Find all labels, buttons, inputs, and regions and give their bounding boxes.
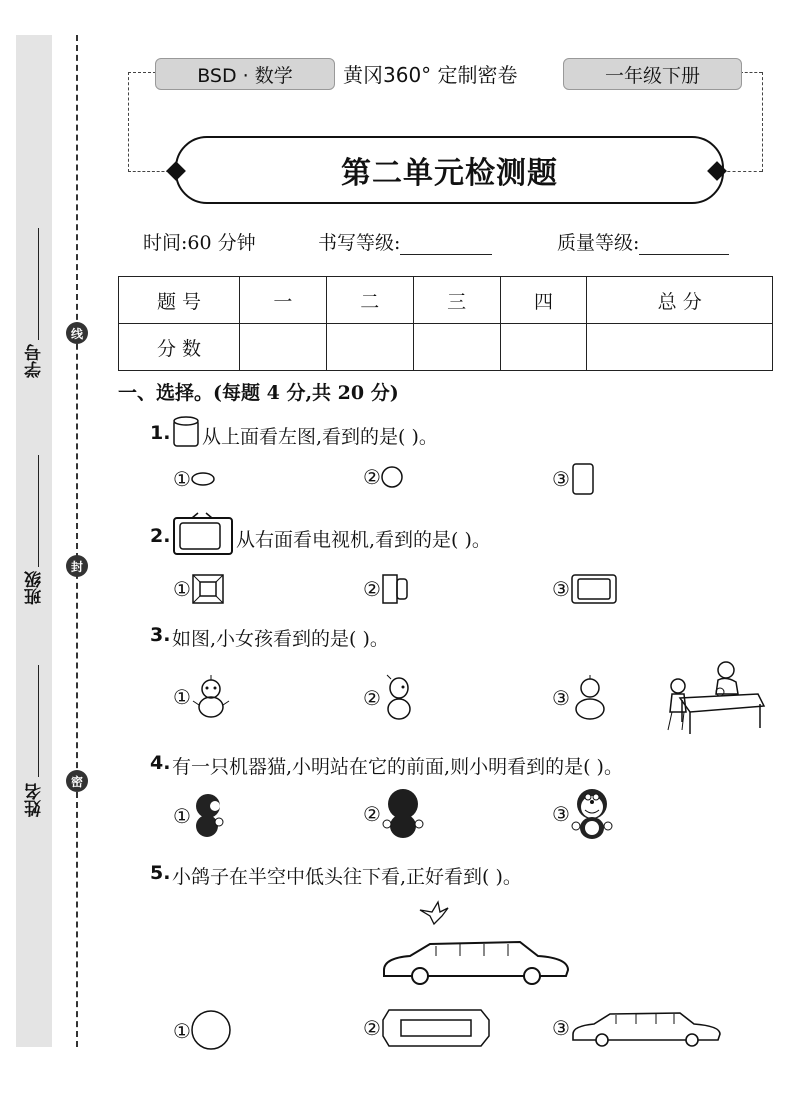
toy-back-shape [570,675,610,721]
question-4-text: 有一只机器猫,小明站在它的前面,则小明看到的是( )。 [172,756,623,778]
score-cell[interactable] [587,324,773,371]
score-table [118,276,773,371]
rect-shape [570,462,596,496]
option-marker: ① [173,467,191,491]
q5-option-3[interactable] [552,1008,722,1048]
name-field[interactable] [14,665,54,817]
exam-time: 时间:60 分钟 [143,232,256,254]
option-marker: ③ [552,577,570,601]
pigeon-figure [418,900,450,926]
q4-option-3[interactable] [552,788,614,840]
tv-side-shape [381,573,411,605]
q2-option-1[interactable] [173,573,225,605]
brand-text: 黄冈360° 定制密卷 [343,63,518,87]
score-header-cell: 四 [500,277,587,324]
page-title: 第二单元检测题 [341,156,558,191]
quality-grade [557,228,729,255]
option-marker: ① [173,804,191,828]
question-number: 4. [150,752,171,774]
toy-side-shape [381,675,417,721]
car-top-shape [381,1008,491,1048]
tv-back-shape [191,573,225,605]
score-header-cell: 三 [413,277,500,324]
option-marker: ③ [552,802,570,826]
score-cell[interactable] [326,324,413,371]
question-3-text: 如图,小女孩看到的是( )。 [172,628,389,650]
score-cell[interactable] [500,324,587,371]
car-side-shape [570,1008,722,1048]
class-field[interactable] [14,455,54,605]
question-2-text: 从右面看电视机,看到的是( )。 [236,529,491,551]
seal-feng: 封 [66,555,88,577]
cylinder-figure [173,415,199,447]
option-marker: ② [363,577,381,601]
seal-mi: 密 [66,770,88,792]
q1-option-2[interactable] [363,465,405,489]
question-number: 1. [150,422,171,444]
q1-option-3[interactable] [552,462,596,496]
score-cell[interactable] [240,324,327,371]
tv-front-shape [570,573,618,605]
writing-grade-blank[interactable] [400,232,492,255]
option-marker: ② [363,1016,381,1040]
tv-figure [172,512,234,556]
writing-grade-label: 书写等级: [318,232,401,254]
option-marker: ② [363,465,381,489]
q1-option-1[interactable] [173,467,215,491]
score-header-cell: 总 分 [587,277,773,324]
question-number: 5. [150,862,171,884]
cut-line [76,35,78,1047]
q3-option-3[interactable] [552,675,610,721]
option-marker: ② [363,686,381,710]
q2-option-3[interactable] [552,573,618,605]
q3-option-2[interactable] [363,675,417,721]
section-title: 一、选择。(每题 4 分,共 20 分) [118,382,399,404]
q5-option-1[interactable] [173,1010,233,1052]
option-marker: ③ [552,686,570,710]
name-label: 姓名 [25,783,45,817]
limousine-figure [380,936,572,988]
question-1-text: 从上面看左图,看到的是( )。 [202,426,438,448]
circle-shape [191,1010,233,1052]
option-marker: ① [173,1019,191,1043]
toy-front-shape [191,675,231,719]
grade-pill: 一年级下册 [563,58,742,90]
q4-option-1[interactable] [173,792,225,840]
question-2 [150,525,170,547]
quality-grade-label: 质量等级: [557,232,640,254]
robot-cat-back-shape [381,788,425,840]
girl-at-table-figure [660,656,764,736]
q4-option-2[interactable] [363,788,425,840]
score-header-cell: 一 [240,277,327,324]
question-number: 3. [150,624,171,646]
ellipse-shape [191,471,215,487]
option-marker: ① [173,577,191,601]
question-3 [150,624,170,646]
option-marker: ① [173,685,191,709]
question-5 [150,862,170,884]
seal-xian: 线 [66,322,88,344]
writing-grade [318,228,492,255]
option-marker: ③ [552,467,570,491]
subject-pill: BSD · 数学 [155,58,335,90]
score-header-cell: 二 [326,277,413,324]
quality-grade-blank[interactable] [639,232,729,255]
circle-shape [381,466,405,488]
class-label: 班级 [25,571,45,605]
q2-option-2[interactable] [363,573,411,605]
option-marker: ③ [552,1016,570,1040]
score-header-cell: 题 号 [119,277,240,324]
option-marker: ② [363,802,381,826]
student-id-field[interactable] [14,228,54,378]
question-4 [150,752,170,774]
question-number: 2. [150,525,171,547]
question-5-text: 小鸽子在半空中低头往下看,正好看到( )。 [172,866,522,888]
q3-option-1[interactable] [173,675,231,719]
student-id-label: 学号 [25,344,45,378]
score-row-label: 分 数 [119,324,240,371]
robot-cat-front-shape [570,788,614,840]
question-1 [150,422,170,444]
q5-option-2[interactable] [363,1008,491,1048]
robot-cat-side-shape [191,792,225,840]
score-cell[interactable] [413,324,500,371]
